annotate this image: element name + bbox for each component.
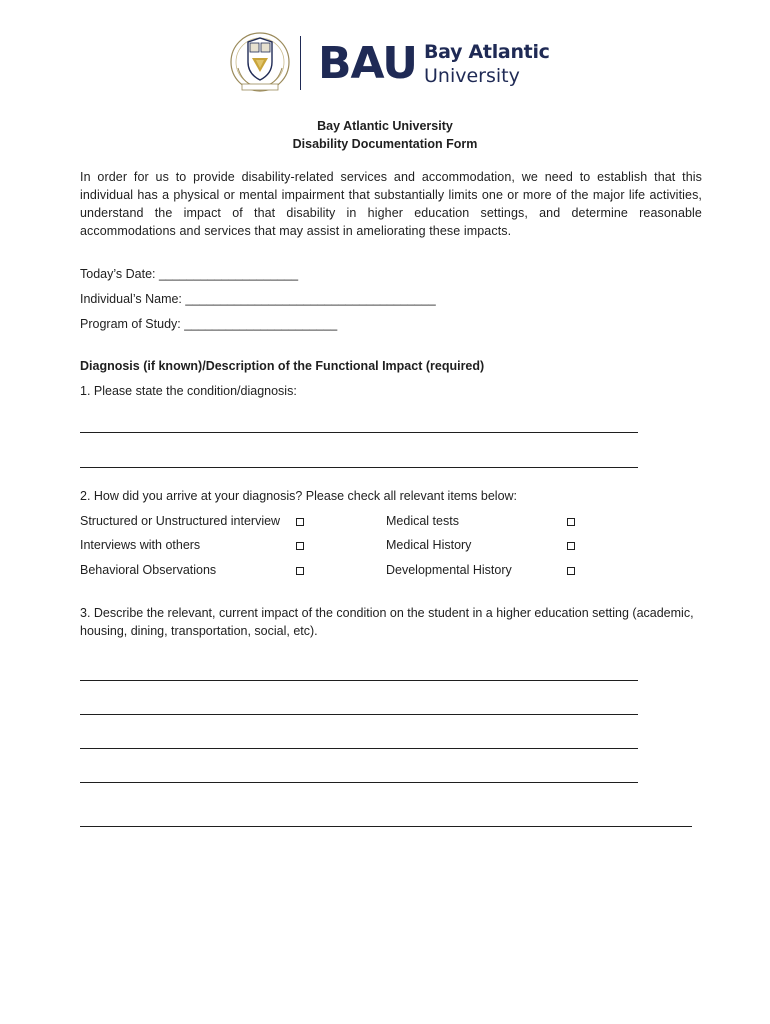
logo-name-line1: Bay Atlantic — [424, 41, 550, 63]
logo-abbreviation: BAU — [318, 38, 417, 89]
question-1: 1. Please state the condition/diagnosis: — [80, 384, 297, 398]
university-logo — [228, 28, 558, 102]
checkbox-interviews-with-others[interactable] — [296, 542, 304, 550]
option-structured-interview: Structured or Unstructured interview — [80, 514, 281, 528]
option-medical-history: Medical History — [386, 538, 472, 552]
answer-line[interactable] — [80, 467, 638, 468]
document-subtitle: Disability Documentation Form — [292, 137, 478, 151]
university-seal-icon — [228, 28, 292, 94]
checkbox-developmental-history[interactable] — [567, 567, 575, 575]
logo-name-line2: University — [424, 65, 520, 87]
program-of-study-field[interactable]: Program of Study: ______________________ — [80, 317, 338, 331]
question-2: 2. How did you arrive at your diagnosis? Please check all relevant items below: — [80, 489, 518, 503]
question-3: 3. Describe the relevant, current impact of the condition on the student in a higher education setting (academic, housing, dining, transportation, social, etc). — [80, 606, 694, 638]
checkbox-structured-interview[interactable] — [296, 518, 304, 526]
intro-paragraph: In order for us to provide disability-related services and accommodation, we need to establish that this individual has a physical or mental impairment that substantially limits one or more of the major life activities, understand the impact of that disability in higher education settings, and determine reasonable accommodations and services that may assist in ameliorating these impacts. — [80, 170, 702, 238]
todays-date-field[interactable]: Today’s Date: ____________________ — [80, 267, 299, 281]
option-developmental-history: Developmental History — [386, 563, 512, 577]
answer-line[interactable] — [80, 680, 638, 681]
answer-line[interactable] — [80, 432, 638, 433]
option-behavioral-observations: Behavioral Observations — [80, 563, 217, 577]
option-interviews-with-others: Interviews with others — [80, 538, 201, 552]
checkbox-medical-history[interactable] — [567, 542, 575, 550]
answer-line[interactable] — [80, 826, 692, 827]
answer-line[interactable] — [80, 714, 638, 715]
document-title: Bay Atlantic University — [317, 119, 453, 133]
section-heading: Diagnosis (if known)/Description of the Functional Impact (required) — [80, 359, 485, 373]
option-medical-tests: Medical tests — [386, 514, 459, 528]
answer-line[interactable] — [80, 782, 638, 783]
individuals-name-field[interactable]: Individual’s Name: ____________________________________ — [80, 292, 436, 306]
checkbox-medical-tests[interactable] — [567, 518, 575, 526]
checkbox-behavioral-observations[interactable] — [296, 567, 304, 575]
logo-divider — [300, 36, 301, 90]
answer-line[interactable] — [80, 748, 638, 749]
